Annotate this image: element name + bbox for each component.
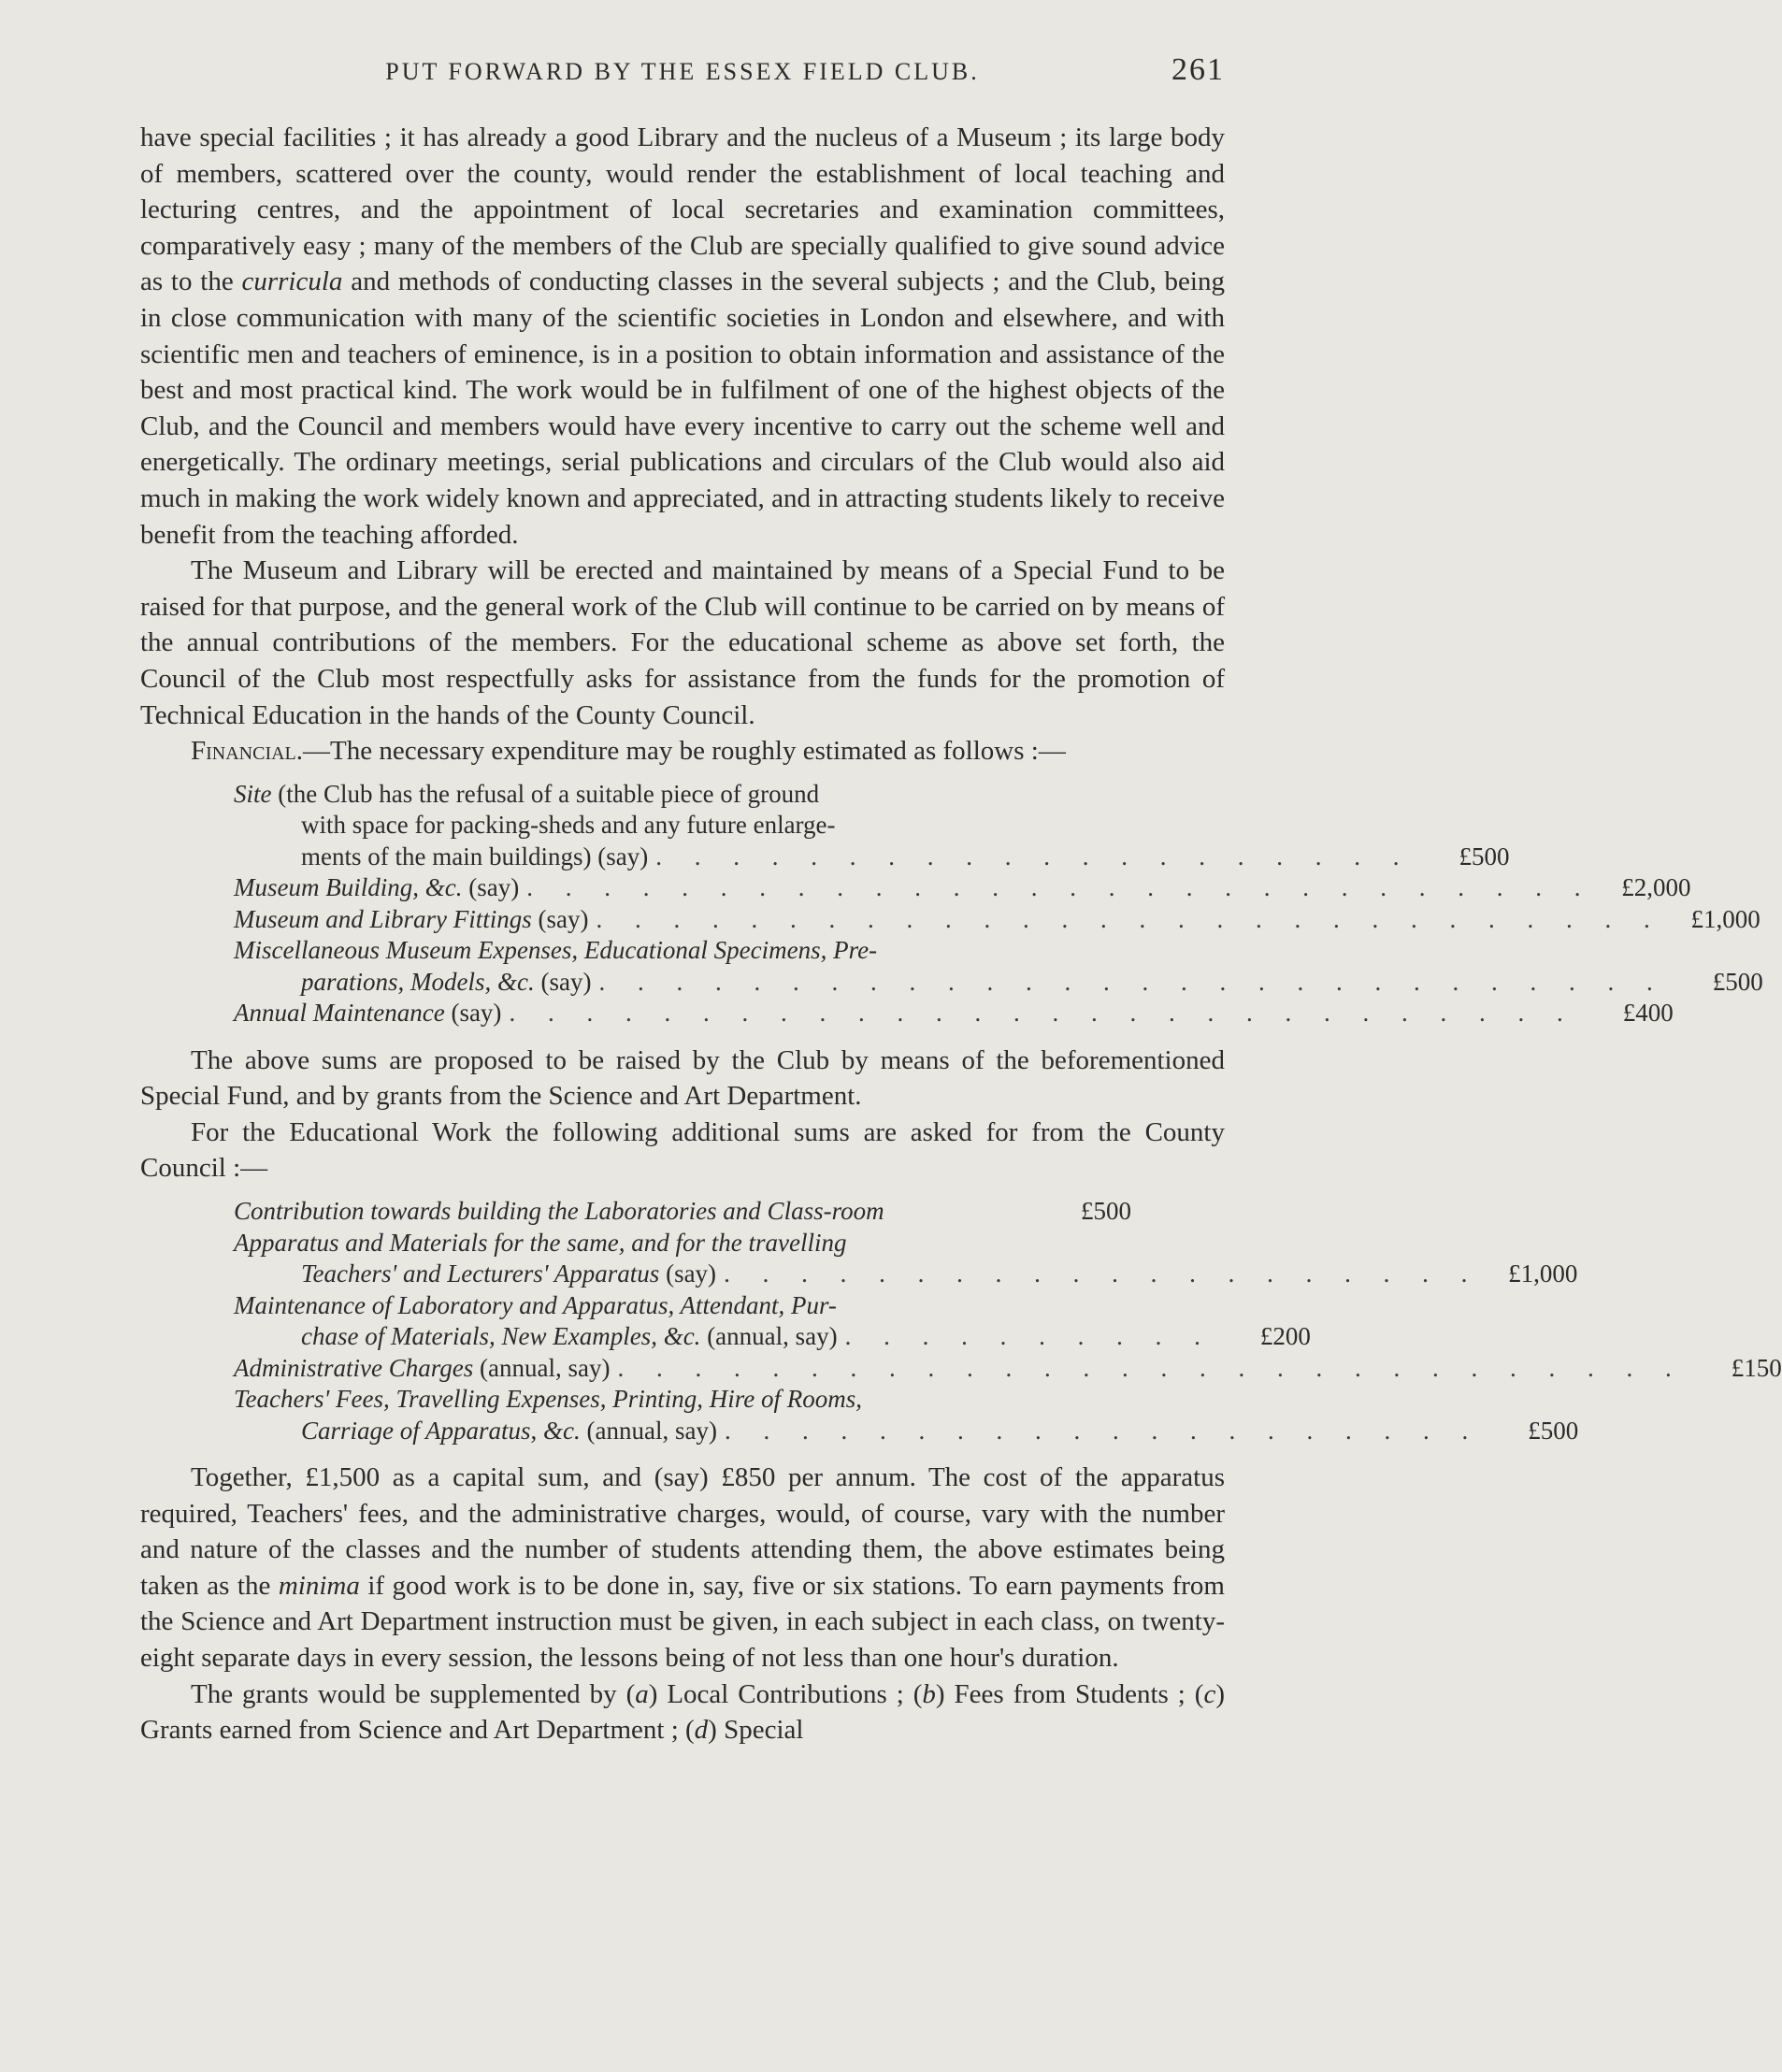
text-run: Together, £1,500 as a capital sum, and (say) £850 per annum. The cost of the apparatus required, Teachers' fees, and the administrative charges, would, of course, vary with the number and nature of the classes and the number of students attending them, the above estimates being taken as the [140, 1462, 1225, 1601]
item-amount: £400 [1622, 999, 1674, 1028]
expense-item-miscellaneous [234, 935, 1763, 998]
item-label: Museum Building, &c. [234, 873, 463, 902]
italic-letter: a [635, 1678, 649, 1709]
text-run: if good work is to be done in, say, five or six stations. To earn payments from the Science and Art Department instruction must be given, in each subject in each class, on twenty-eight separate days in every session, the lessons being of not less than one hour's duration. [140, 1570, 1225, 1674]
italic-letter: b [922, 1678, 936, 1709]
item-amount: £1,000 [1508, 1259, 1578, 1288]
italic-letter: c [1203, 1678, 1216, 1709]
item-label: Site [234, 779, 272, 808]
item-label: Maintenance of Laboratory and Apparatus, Attendant, Pur- [234, 1290, 837, 1319]
paragraph-grants [140, 1676, 1225, 1748]
item-label: Annual Maintenance [234, 999, 445, 1028]
leader-dots: . . . . . . . . . . . . . . . . . . . . . . . . . . . . [598, 967, 1666, 996]
item-label: Teachers' and Lecturers' Apparatus [301, 1259, 660, 1288]
item-text: (the Club has the refusal of a suitable piece of ground [271, 779, 820, 808]
page-number: 261 [1171, 52, 1225, 87]
leader-dots: . . . . . . . . . . . . . . . . . . . . . . . . . . . . [596, 904, 1663, 933]
educational-sums-list [140, 1196, 1782, 1446]
item-label: Teachers' Fees, Travelling Expenses, Printing, Hire of Rooms, [234, 1385, 862, 1414]
item-text: (say) [444, 999, 502, 1028]
item-label: Contribution towards building the Laboratories and Class-room [234, 1197, 884, 1226]
text-run: —The necessary expenditure may be roughly estimated as follows :— [303, 736, 1066, 767]
text-run: ) Special [708, 1715, 804, 1746]
item-label: chase of Materials, New Examples, &c. [301, 1322, 701, 1351]
paragraph-facilities [140, 120, 1225, 553]
paragraph-together [140, 1460, 1225, 1676]
item-amount: £200 [1259, 1322, 1311, 1351]
page-header [140, 52, 1225, 105]
item-label: Miscellaneous Museum Expenses, Educational Specimens, Pre- [234, 936, 878, 965]
leader-dots: . . . . . . . . . . . . . . . . . . . . [724, 1416, 1482, 1445]
paragraph-above-sums: The above sums are proposed to be raised by the Club by means of the beforementioned Special Fund, and by grants from the Science and Art Department. [140, 1044, 1225, 1112]
italic-letter: d [694, 1715, 709, 1746]
item-text: (annual, say) [700, 1322, 838, 1351]
expense-item-site [234, 779, 1510, 873]
item-label: parations, Models, &c. [301, 967, 535, 996]
financial-heading: Financial. [191, 736, 304, 767]
item-text: (annual, say) [473, 1353, 611, 1382]
leader-dots: . . . . . . . . . . [844, 1322, 1214, 1351]
paragraph-educational-work: For the Educational Work the following additional sums are asked for from the County Council :— [140, 1116, 1225, 1184]
sum-item-contribution [234, 1196, 1131, 1228]
expense-item-fittings [234, 904, 1760, 936]
sum-item-apparatus [234, 1228, 1578, 1290]
text-run: and methods of conducting classes in the several subjects ; and the Club, being in close communication with many of the scientific societies in London and elsewhere, and with scientific men and teachers of eminence, is in a position to obtain information and assistance of the best and most practical kind. The work would be in fulfilment of one of the highest objects of the Club, and the Council and members would have every incentive to carry out the scheme well and energetically. The ordinary meetings, serial publications and circulars of the Club would also aid much in making the work widely known and appreciated, and in attracting students likely to receive benefit from the teaching afforded. [140, 266, 1225, 550]
item-amount: £2,000 [1621, 873, 1691, 902]
item-label: Museum and Library Fittings [234, 904, 532, 933]
item-text: ments of the main buildings) (say) [301, 842, 649, 871]
item-text: (say) [531, 904, 589, 933]
running-head: PUT FORWARD BY THE ESSEX FIELD CLUB. [385, 58, 980, 85]
leader-dots: . . . . . . . . . . . . . . . . . . . . . . . . . . . . [509, 999, 1576, 1028]
text-run: ) Grants earned from Science and Art Department ; ( [140, 1678, 1225, 1746]
paragraph-financial [140, 733, 1225, 770]
leader-dots: . . . . . . . . . . . . . . . . . . . . . . . . . . . . [617, 1353, 1685, 1382]
item-amount: £500 [1712, 967, 1763, 996]
item-label: Carriage of Apparatus, &c. [301, 1416, 581, 1445]
item-text: with space for packing-sheds and any future enlarge- [301, 811, 836, 840]
text-run: ) Local Contributions ; ( [648, 1678, 923, 1709]
text-run: ) Fees from Students ; ( [935, 1678, 1204, 1709]
item-amount: £1,000 [1690, 904, 1760, 933]
sum-item-teachers-fees [234, 1384, 1579, 1446]
item-amount: £150 [1731, 1353, 1782, 1382]
text-run: have special facilities ; it has already a good Library and the nucleus of a Museum ; its large body of members, scattered over the county, would render the establishment of local teaching and lecturing centres, and the appointment of local secretaries and examination committees, comparatively easy ; many of the members of the Club are specially qualified to give sound advice as to the [140, 122, 1225, 297]
page-body [140, 120, 1782, 1748]
expenditure-list [140, 779, 1763, 1029]
italic-minima: minima [278, 1570, 360, 1601]
item-label: Administrative Charges [234, 1353, 474, 1382]
expense-item-building [234, 872, 1691, 904]
paragraph-museum-library: The Museum and Library will be erected and maintained by means of a Special Fund to be raised for that purpose, and the general work of the Club will continue to be carried on by means of the annual contributions of the members. For the educational scheme as above set forth, the Council of the Club most respectfully asks for assistance from the funds for the promotion of Technical Education in the hands of the County Council. [140, 555, 1225, 730]
sum-item-laboratory [234, 1290, 1311, 1353]
item-text: (say) [659, 1259, 717, 1288]
italic-curricula: curricula [241, 266, 343, 297]
item-text: (annual, say) [580, 1416, 717, 1445]
leader-dots: . . . . . . . . . . . . . . . . . . . . . . . . . . . . [526, 873, 1594, 902]
item-amount: £500 [1459, 842, 1510, 871]
item-label: Apparatus and Materials for the same, and for the travelling [234, 1228, 847, 1257]
text-run: The grants would be supplemented by ( [191, 1678, 636, 1709]
leader-dots: . . . . . . . . . . . . . . . . . . . . [655, 842, 1413, 871]
item-amount: £500 [1081, 1197, 1131, 1226]
item-amount: £500 [1528, 1416, 1579, 1445]
item-text: (say) [534, 967, 592, 996]
leader-dots: . . . . . . . . . . . . . . . . . . . . [724, 1259, 1481, 1288]
item-text: (say) [462, 873, 520, 902]
expense-item-maintenance [234, 998, 1674, 1029]
sum-item-administrative [234, 1353, 1782, 1385]
